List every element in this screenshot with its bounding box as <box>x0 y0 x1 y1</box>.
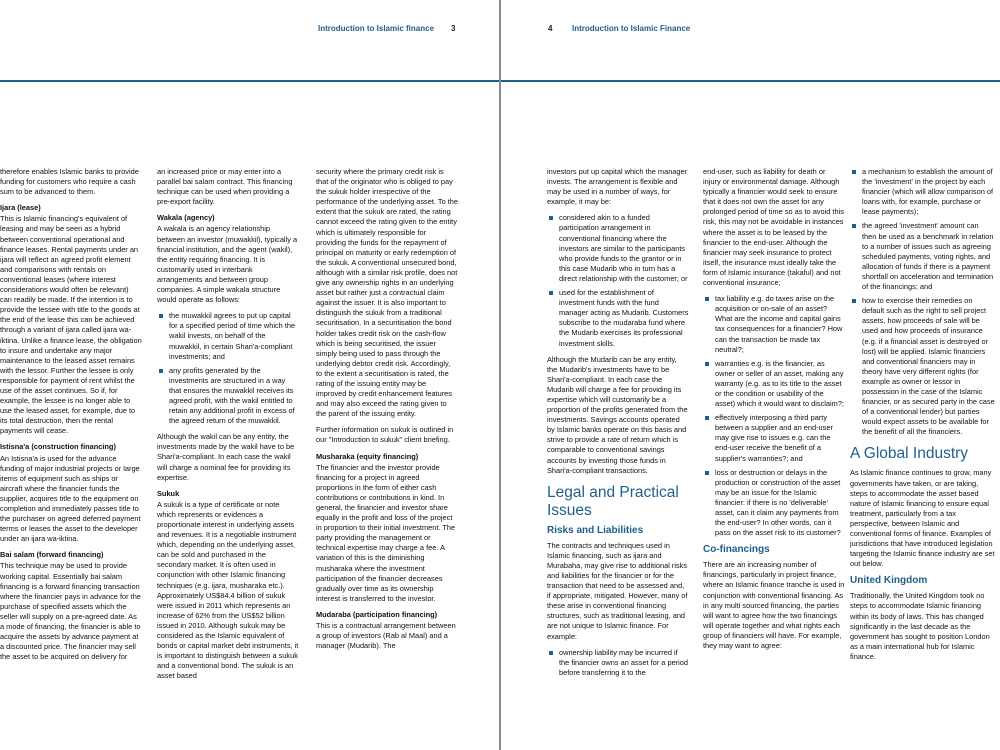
paragraph: There are an increasing number of financings, particularly in project finance, where an Islamic finance tranche is used in conjunction with conventional financing. As in any multi sourced financing, the parties will want to agree how the two financings will operate together and what rights each group of financiers will have. For example, they may want to agree: <box>703 560 845 651</box>
paragraph: Although the wakil can be any entity, the investments made by the wakil have to be Shari'a-compliant. In each case the wakil will charge a nominal fee for providing its expertise. <box>157 432 295 482</box>
paragraph: The financier and the investor provide financing for a project in agreed proportions in the form of either cash contributions or contributions in kind. In general, the financier and investor share equally in the profit and loss of the project in proportion to their initial investment. The party providing the management or technical expertise may charge a fee. A variation of this is the diminishing musharaka where the investment participation of the financier decreases gradually over time as its ownership interest is transferred to the investor. <box>316 462 456 603</box>
text-column <box>157 167 299 750</box>
text-column <box>547 167 689 750</box>
paragraph: investors put up capital which the manager invests. The arrangement is flexible and may be used in a number of ways, for example, it may be: <box>547 167 688 207</box>
list-item: effectively interposing a third party between a supplier and an end-user may give rise to issues e.g. can the end-user receive the benefit of a supplier's warranties?; and <box>703 413 845 463</box>
paragraph: Although the Mudarib can be any entity, the Mudarib's investments have to be Shari'a-compliant. In each case the Mudarib will charge a fee for providing its expertise which will customarily be a proportion of the profits generated from the investments. Savings accounts operated by Islamic banks operate on this basis and strive to provide a rate of return which is comparable to conventional savings accounts by investing those funds in Shari'a-compliant transactions. <box>547 354 688 475</box>
page-number: 3 <box>451 24 456 33</box>
subsection-heading: United Kingdom <box>850 575 928 587</box>
section-heading: Legal and Practical Issues <box>547 483 679 519</box>
paragraph: security where the primary credit risk is that of the originator who is obliged to pay the sukuk holder irrespective of the performance of the underlying asset. To the extent that the sukuk are rated, the rating cannot exceed the rating given to the entity which is ultimately responsible for providing the funds for the repayment of principal on maturity or early redemption of the sukuk. A conventional unsecured bond, although with a similar risk profile, does not give any ownership rights in an underlying asset but rather just a contractual claim against the issuer. It is also important to distinguish the sukuk from a traditional securitisation. In a securitisation the bond holder takes credit risk on the cash-flow which is being securitised, the issuer simply being used to pass through the underlying debtor credit risk. Accordingly, to the extent a securitisation is rated, the rating of the issuing entity may be improved by credit enhancement features and may also exceed the rating given to the parent of the issuing entity. <box>316 167 458 419</box>
paragraph: An Istisna'a is used for the advance funding of major industrial projects or large items of equipment such as ships or aircraft where the financier funds the supplier, acquires title to the equipment on completion and immediately passes title to the purchaser on agreed deferred payment terms or leases the asset to the developer under an ijara wa-iktina. <box>0 453 141 544</box>
bullet-list <box>547 213 689 348</box>
list-item: warranties e.g. is the financier, as owner or seller of an asset, making any warranty (e.g. as to its title to the asset or the condition or usability of the asset) which it would want to disclaim?; <box>703 359 845 409</box>
list-item: the muwakkil agrees to put up capital for a specified period of time which the wakil invests, on behalf of the muwakkil, in certain Shari'a-compliant investments; and <box>157 311 299 361</box>
header-rule <box>0 80 499 82</box>
paragraph: This is Islamic financing's equivalent of leasing and may be seen as a hybrid between conventional operational and finance leases. Rental payments under an ijara will reflect an agreed profit element and comparisons with rentals on conventional leases (where interest considerations would often be relevant) can readily be made. If the intention is to provide the lessee with title to the goods at the end of the lease this can be achieved through a variant of ijara called ijara wa-iktina. Unlike a finance lease, the obligation to insure and undertake any major maintenance to the leased asset remains with the lessor. Further the lessee is only responsible for payment of rent whilst the use of the asset continues. So if, for example, the lessee is no longer able to use the leased asset, for example, due to its total destruction, then the rental payments will cease. <box>0 214 142 436</box>
section-subheading: Ijara (lease) <box>0 203 41 213</box>
text-column <box>703 167 845 750</box>
paragraph: A sukuk is a type of certificate or note which represents or evidences a proportionate interest in underlying assets and revenues. It is a negotiable instrument which, depending on the underlying asset, can be sold and purchased in the secondary market. It is often used in conjunction with other Islamic financing techniques (e.g. ijara, musharaka etc.). Approximately US$84.4 billion of sukuk were issued in 2011 which represents an increase of 62% from the US$52 billion issued in 2010. Although sukuk may be considered as the Islamic equivalent of bonds or capital market debt instruments, it is important to distinguish between a sukuk and a conventional bond. The sukuk is an asset based <box>157 499 299 681</box>
page-right <box>501 0 1000 750</box>
list-item: tax liability e.g. do taxes arise on the acquisition or on-sale of an asset? What are the income and capital gains tax consequences for a financier? How can the transaction be made tax neutral?; <box>703 294 845 355</box>
section-heading: A Global Industry <box>850 445 969 463</box>
paragraph: end-user, such as liability for death or injury or environmental damage. Although typically a financier would seek to ensure that it does not own the asset for any prolonged period of time so as to avoid this risk, this may not be avoidable in instances where the asset is to be leased by the financier to the end-user. Although the financier may seek insurance to protect itself, the insurance must ideally take the form of Islamic insurance (takaful) and not conventional insurance; <box>703 167 844 288</box>
page-left <box>0 0 499 750</box>
list-item: ownership liability may be incurred if the financier owns an asset for a period before transferring it to the <box>547 648 689 678</box>
paragraph: As Islamic finance continues to grow, many governments have taken, or are taking, steps to accommodate the asset based nature of Islamic financing to ensure equal treatment, particularly from a tax perspective, between Islamic and conventional forms of finance. Examples of jurisdictions that have introduced legislation targeting the Islamic finance industry are set out below. <box>850 468 995 569</box>
header-title: Introduction to Islamic Finance <box>572 24 691 33</box>
paragraph: The contracts and techniques used in Islamic financing, such as ijara and Murabaha, may give rise to additional risks and liabilities for the financier or for the transaction that need to be assessed and, if appropriate, mitigated. However, many of these arise in conventional financing structures, such as traditional leasing, and are not unique to Islamic finance. For example: <box>547 540 688 641</box>
paragraph: This is a contractual arrangement between a group of investors (Rab al Maal) and a manager (Mudarib). The <box>316 621 456 651</box>
paragraph: Further information on sukuk is outlined in our "Introduction to sukuk" client briefing. <box>316 425 454 445</box>
list-item: how to exercise their remedies on default such as the right to sell project assets, how proceeds of sale will be used and how proceeds of insurance (e.g. if a financial asset is destroyed or lost) will be applied. Islamic financiers and conventional financiers may in theory have very different rights (for example as owner or lessor in possession in the case of the Islamic financier, or as secured party in the case of a conventional lender) but parties would expect assets to be available for the benefit of all the financiers. <box>850 296 995 437</box>
paragraph: an increased price or may enter into a parallel bai salam contract. This financing technique can be used when providing a pre-export facility. <box>157 167 293 207</box>
paragraph: This technique may be used to provide working capital. Essentially bai salam financing is a forward financing transaction where the financier pays in advance for the purchase of specified assets which the seller will supply on a pre-agreed date. As a mode of financing, the financier is able to acquire the assets by advance payment at a discounted price. The financier may sell the asset to be acquired on delivery for <box>0 561 141 662</box>
header-title: Introduction to Islamic finance <box>318 24 435 33</box>
bullet-list <box>850 167 995 437</box>
list-item: considered akin to a funded participation arrangement in conventional financing where the investors are similar to the participants who provide funds to the grantor or in this case Mudarib who in turn has a direct relationship with the customer; or <box>547 213 689 284</box>
page-number: 4 <box>548 24 553 33</box>
section-subheading: Musharaka (equity financing) <box>316 451 419 461</box>
list-item: the agreed 'investment' amount can then be used as a benchmark in relation to a number of issues such as agreeing scheduled payments, voting rights, and allocation of funds if there is a payment shortfall on acceleration and termination of the financings; and <box>850 221 995 292</box>
section-subheading: Mudaraba (participation financing) <box>316 609 438 619</box>
subsection-heading: Co-financings <box>703 544 770 556</box>
text-column <box>316 167 458 750</box>
list-item: any profits generated by the investments are structured in a way that ensures the muwakkil receives its agreed profit, with the wakil entitled to retain any additional profit in excess of the agreed return of the muwakkil. <box>157 366 299 427</box>
section-subheading: Istisna'a (construction financing) <box>0 442 116 452</box>
section-subheading: Bai salam (forward financing) <box>0 550 104 560</box>
section-subheading: Wakala (agency) <box>157 213 215 223</box>
bullet-list <box>157 311 299 426</box>
text-column <box>850 167 995 750</box>
subsection-heading: Risks and Liabilities <box>547 524 644 536</box>
section-subheading: Sukuk <box>157 488 180 498</box>
list-item: loss or destruction or delays in the production or construction of the asset may be an issue for the Islamic financier: if there is no 'deliverable' asset, can it claim any payments from the end-user? In other words, can it pass on the asset risk to its customer? <box>703 468 845 539</box>
paragraph: Traditionally, the United Kingdom took no steps to accommodate Islamic financing within its body of laws. This has changed significantly in the last decade as the government has sought to position London as a main international hub for Islamic finance. <box>850 591 990 661</box>
paragraph: A wakala is an agency relationship between an investor (muwakkil), typically a financial institution, and the agent (wakil), the entity requiring financing. It is customarily used in interbank arrangements and between group companies. A simple wakala structure would operate as follows: <box>157 224 298 305</box>
list-item: used for the establishment of investment funds with the fund manager acting as Mudarib. Customers subscribe to the mudaraba fund where the Mudarib exercises its professional investment skills. <box>547 288 689 349</box>
list-item: a mechanism to establish the amount of the 'investment' in the project by each financier (which will allow comparison of loans with, for example, purchase or lease payments); <box>850 167 995 217</box>
text-column <box>0 167 142 750</box>
bullet-list <box>703 294 845 538</box>
header-rule <box>501 80 1000 82</box>
paragraph: therefore enables Islamic banks to provide funding for customers who require a cash sum to be advanced to them. <box>0 167 139 197</box>
bullet-list <box>547 648 689 678</box>
